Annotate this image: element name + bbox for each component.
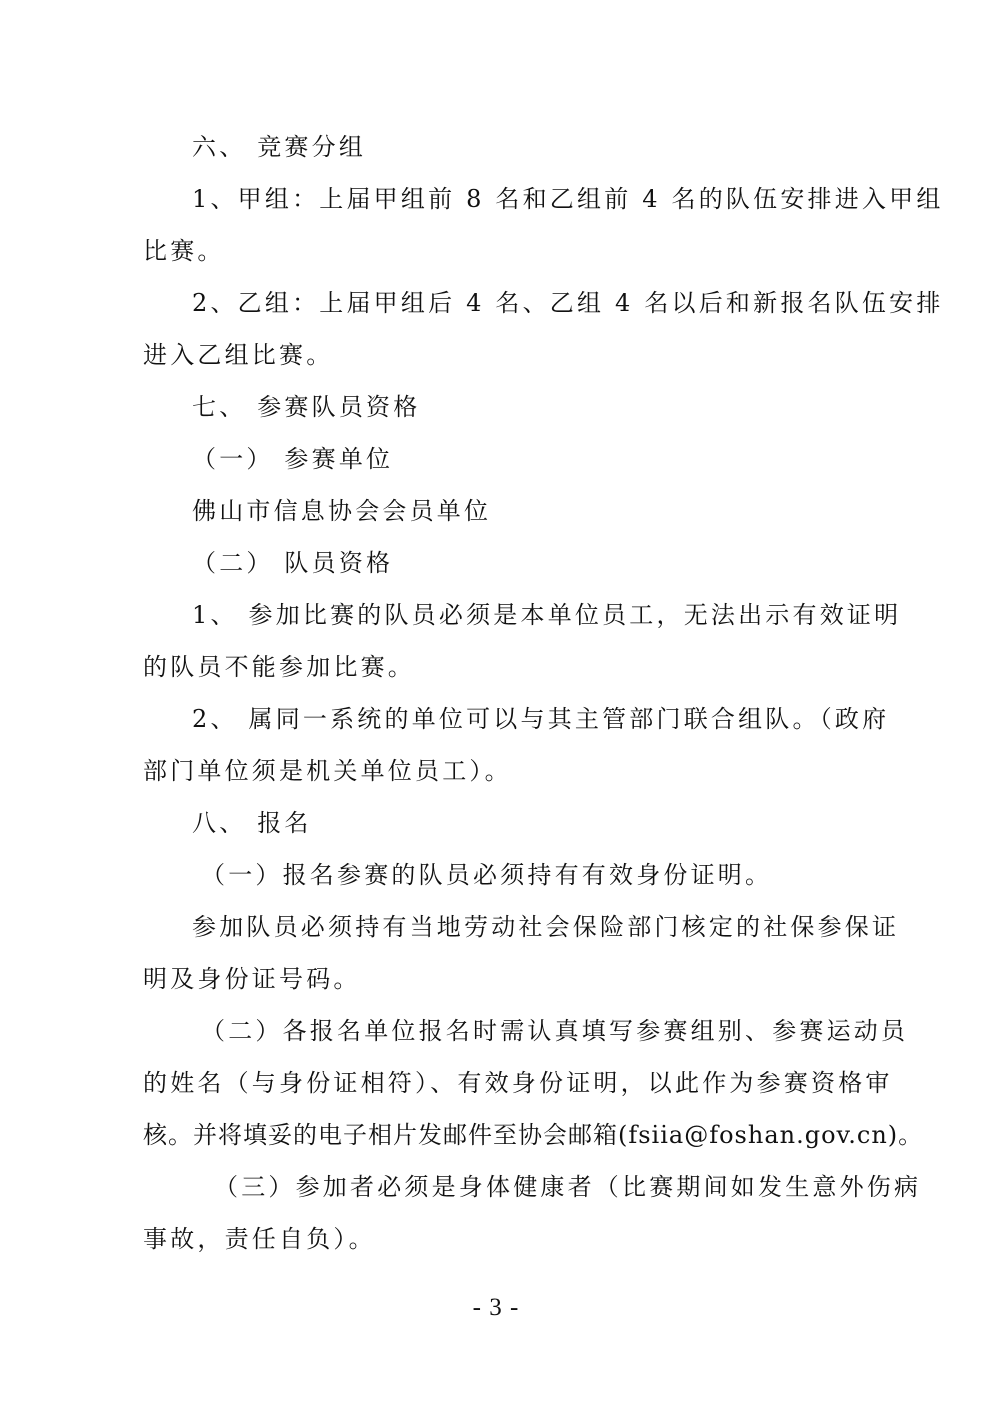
section-heading-8: 八、 报名: [192, 809, 312, 837]
section-heading-6: 六、 竞赛分组: [192, 133, 367, 161]
paragraph-line: 1、 参加比赛的队员必须是本单位员工，无法出示有效证明: [192, 601, 902, 629]
paragraph-line: 1、甲组：上届甲组前 8 名和乙组前 4 名的队伍安排进入甲组: [192, 185, 944, 213]
paragraph-line: 2、 属同一系统的单位可以与其主管部门联合组队。（政府: [192, 705, 890, 733]
paragraph-line: 参加队员必须持有当地劳动社会保险部门核定的社保参保证: [192, 913, 900, 941]
paragraph-line: 部门单位须是机关单位员工）。: [143, 757, 512, 785]
paragraph-line: 事故，责任自负）。: [143, 1225, 376, 1253]
paragraph-line: 的姓名（与身份证相符）、有效身份证明，以此作为参赛资格审: [143, 1069, 893, 1097]
page-number: - 3 -: [472, 1294, 520, 1321]
paragraph-line-email: 核。并将填妥的电子相片发邮件至协会邮箱(fsiia@foshan.gov.cn)。: [143, 1121, 924, 1149]
section-heading-7: 七、 参赛队员资格: [192, 393, 421, 421]
paragraph-line: 进入乙组比赛。: [143, 341, 334, 369]
subsection-heading: （二） 队员资格: [192, 549, 394, 577]
paragraph-line: （一）报名参赛的队员必须持有有效身份证明。: [201, 861, 773, 889]
paragraph-line: （二）各报名单位报名时需认真填写参赛组别、参赛运动员: [201, 1017, 909, 1045]
paragraph-line: 佛山市信息协会会员单位: [192, 497, 492, 525]
paragraph-line: 比赛。: [143, 237, 225, 265]
paragraph-line: 明及身份证号码。: [143, 965, 361, 993]
paragraph-line: 的队员不能参加比赛。: [143, 653, 415, 681]
paragraph-line: 2、乙组：上届甲组后 4 名、乙组 4 名以后和新报名队伍安排: [192, 289, 944, 317]
paragraph-line: （三）参加者必须是身体健康者（比赛期间如发生意外伤病: [214, 1173, 922, 1201]
subsection-heading: （一） 参赛单位: [192, 445, 394, 473]
